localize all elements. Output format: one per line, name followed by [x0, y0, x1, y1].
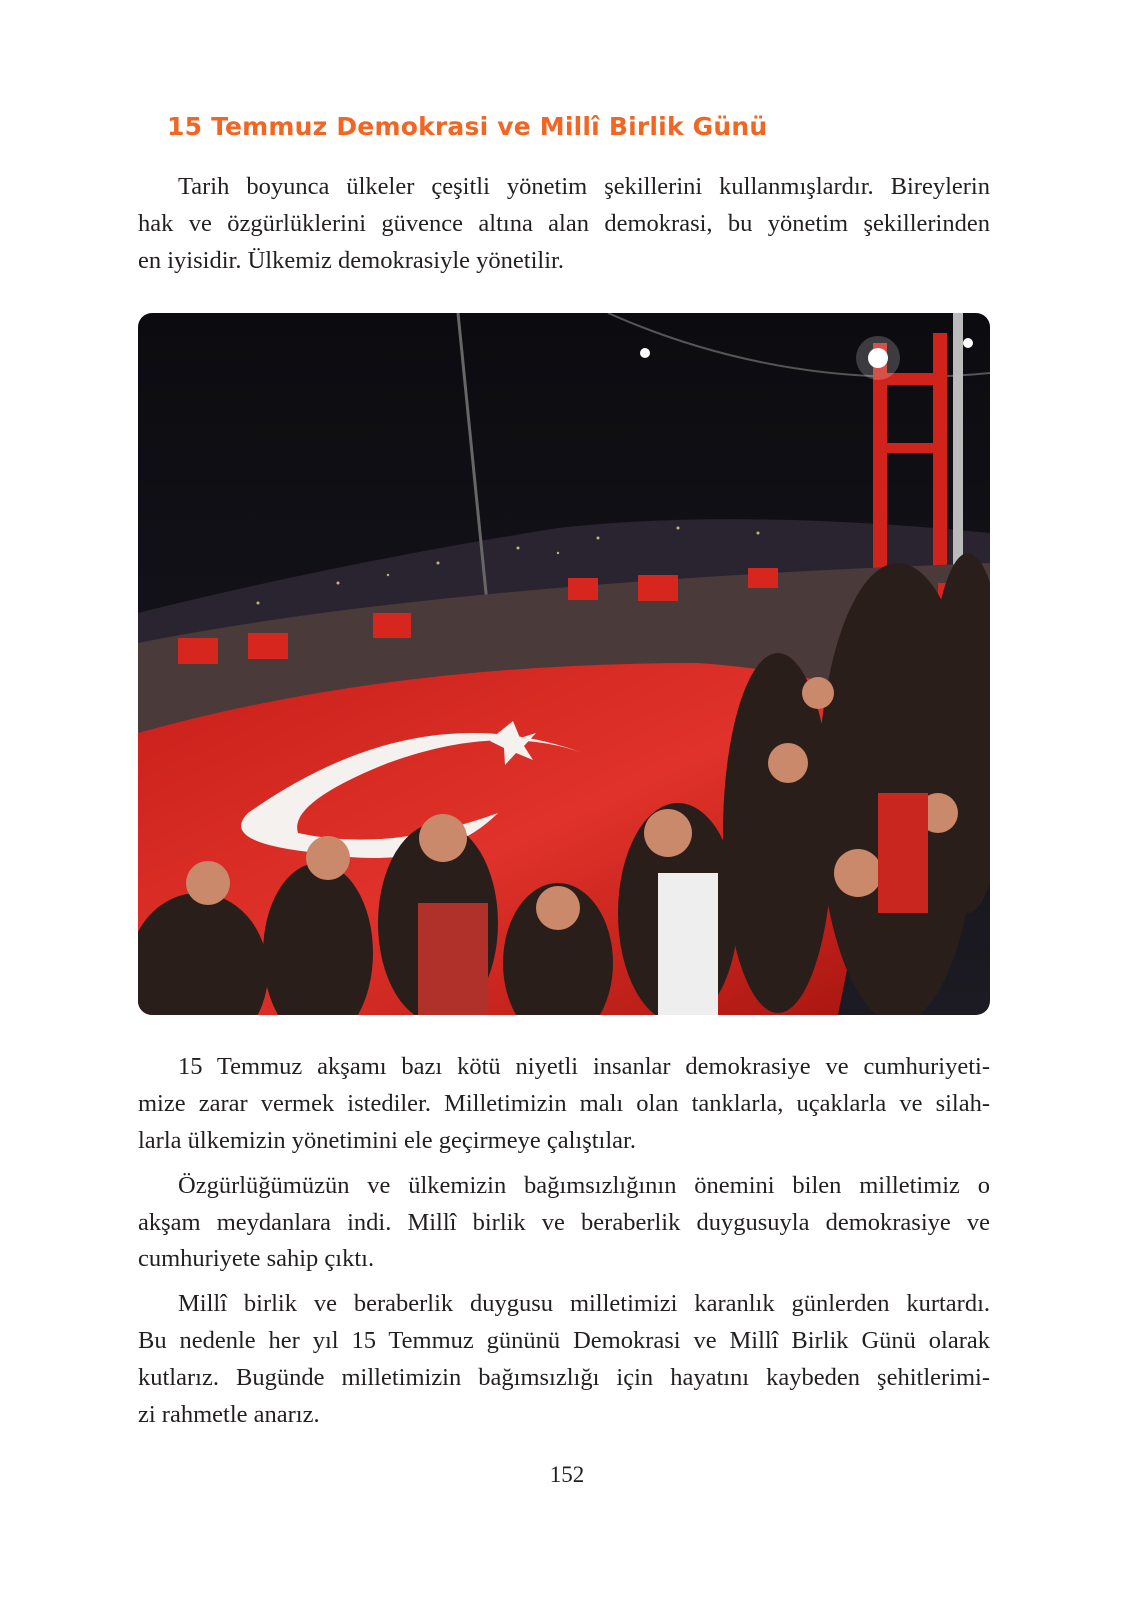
paragraph-line: larla ülkemizin yönetimini ele geçirmeye çalıştılar. [138, 1127, 636, 1154]
paragraph-line: akşam meydanlara indi. Millî birlik ve beraberlik duygusuyla demokrasiye ve [138, 1209, 990, 1236]
paragraph-line: Tarih boyunca ülkeler çeşitli yönetim şekillerini kullanmışlardır. Bireylerin [178, 173, 990, 200]
paragraph-line: zi rahmetle anarız. [138, 1401, 320, 1428]
paragraph-line: kutlarız. Bugünde milletimizin bağımsızlığı için hayatını kaybeden şehitlerimi- [138, 1364, 990, 1391]
page-number: 152 [549, 1462, 585, 1487]
paragraph-line: Millî birlik ve beraberlik duygusu milletimizi karanlık günlerden kurtardı. [178, 1290, 990, 1317]
photo-bridge-flag-crowd [138, 313, 990, 1015]
paragraph-line: en iyisidir. Ülkemiz demokrasiyle yönetilir. [138, 247, 564, 274]
section-title: 15 Temmuz Demokrasi ve Millî Birlik Günü [167, 112, 768, 141]
paragraph-line: Özgürlüğümüzün ve ülkemizin bağımsızlığının önemini bilen milletimiz o [178, 1172, 990, 1199]
paragraph-line: 15 Temmuz akşamı bazı kötü niyetli insanlar demokrasiye ve cumhuriyeti- [178, 1053, 990, 1080]
paragraph-line: cumhuriyete sahip çıktı. [138, 1245, 375, 1272]
paragraph-line: mize zarar vermek istediler. Milletimizin malı olan tanklarla, uçaklarla ve silah- [138, 1090, 990, 1117]
paragraph-line: Bu nedenle her yıl 15 Temmuz gününü Demokrasi ve Millî Birlik Günü olarak [138, 1327, 990, 1354]
paragraph-line: hak ve özgürlüklerini güvence altına alan demokrasi, bu yönetim şekillerinden [138, 210, 990, 237]
